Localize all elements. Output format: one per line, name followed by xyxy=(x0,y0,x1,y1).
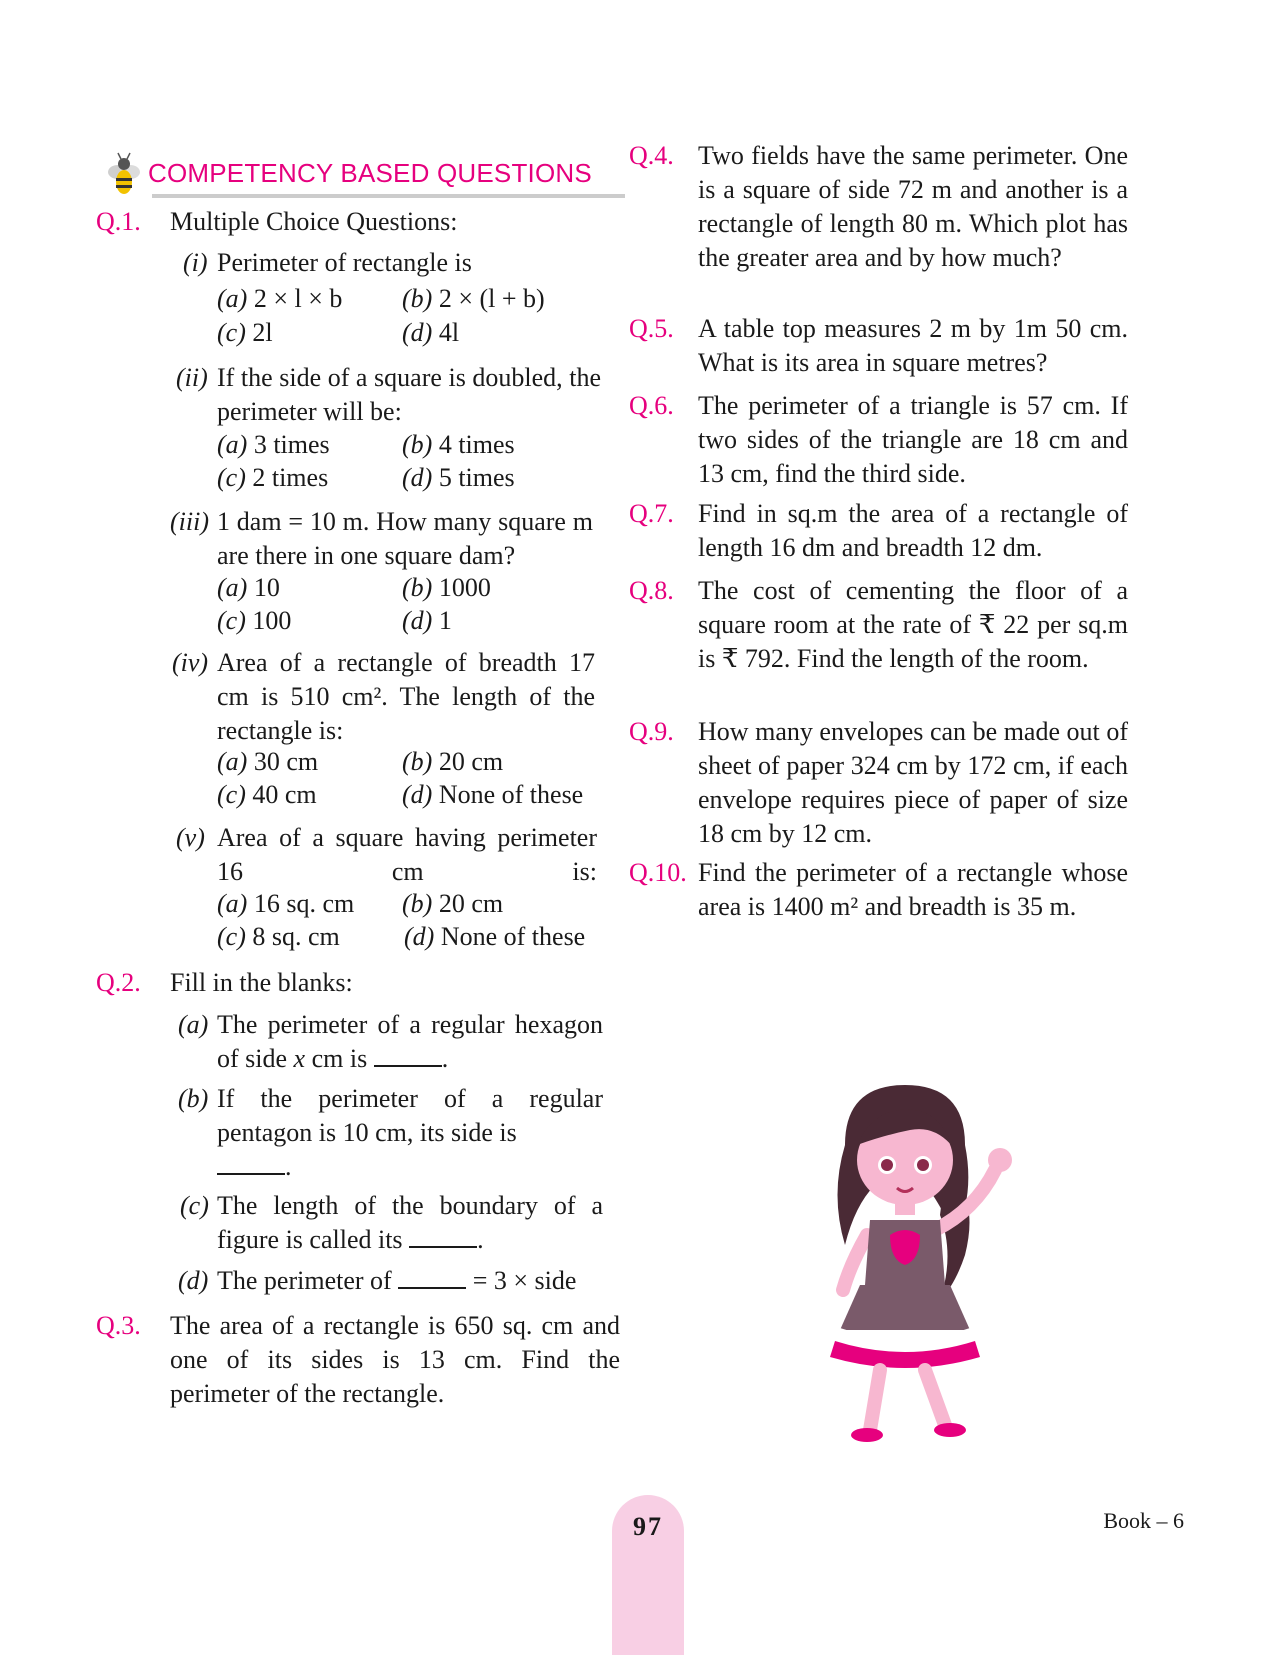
item-label: (b) xyxy=(178,1084,209,1113)
item-roman: (iii) xyxy=(170,507,209,536)
book-label: Book – 6 xyxy=(1103,1508,1184,1533)
question-number: Q.8. xyxy=(629,576,674,605)
question-text: Multiple Choice Questions: xyxy=(170,207,458,236)
item-text: Area of a rectangle of breadth 17 cm is 510 cm². The length of the rectangle is: xyxy=(217,648,595,745)
answer-blank[interactable] xyxy=(409,1224,477,1248)
mcq-item-v xyxy=(176,821,613,891)
mcq-item-ii xyxy=(176,361,613,431)
question-text: The area of a rectangle is 650 sq. cm and one of its sides is 13 cm. Find the perimeter of the rectangle. xyxy=(170,1311,620,1408)
item-roman: (i) xyxy=(183,248,208,277)
question-text: How many envelopes can be made out of sheet of paper 324 cm by 172 cm, if each envelope requires piece of paper of size 18 cm by 12 cm. xyxy=(698,717,1128,848)
option-c[interactable]: (c) 100 xyxy=(217,606,292,635)
item-text: Area of a square having perimeter 16 cm is: xyxy=(217,823,597,886)
option-b[interactable]: (b) 4 times xyxy=(402,430,515,459)
item-label: (a) xyxy=(178,1010,209,1039)
option-a[interactable]: (a) 30 cm xyxy=(217,747,319,776)
option-b[interactable]: (b) 20 cm xyxy=(402,889,504,918)
option-d[interactable]: (d) None of these xyxy=(404,922,586,951)
item-roman: (ii) xyxy=(176,363,208,392)
mcq-item-iv xyxy=(172,646,613,750)
question-number: Q.9. xyxy=(629,717,674,746)
item-text: The length of the boundary of a figure is called its . xyxy=(217,1191,603,1254)
girl-waving-illustration xyxy=(815,1085,1045,1445)
question-number: Q.4. xyxy=(629,141,674,170)
option-b[interactable]: (b) 20 cm xyxy=(402,747,504,776)
fill-blank-a xyxy=(178,1008,613,1078)
fill-blank-c xyxy=(180,1189,613,1259)
option-a[interactable]: (a) 3 times xyxy=(217,430,330,459)
question-number: Q.1. xyxy=(96,207,141,236)
bee-icon xyxy=(100,150,148,198)
option-a[interactable]: (a) 2 × l × b xyxy=(217,284,343,313)
item-text: If the perimeter of a regular pentagon is 10 cm, its side is . xyxy=(217,1084,603,1181)
fill-blank-b xyxy=(178,1082,613,1186)
option-b[interactable]: (b) 2 × (l + b) xyxy=(402,284,545,313)
option-d[interactable]: (d) 5 times xyxy=(402,463,515,492)
item-text: Perimeter of rectangle is xyxy=(217,248,472,277)
section-header xyxy=(100,150,625,200)
option-d[interactable]: (d) 1 xyxy=(402,606,452,635)
mcq-item-iii xyxy=(170,505,613,575)
question-text: Two fields have the same perimeter. One is a square of side 72 m and another is a rectangle of length 80 m. Which plot has the greater area and by how much? xyxy=(698,141,1128,272)
question-number: Q.6. xyxy=(629,391,674,420)
page-number: 97 xyxy=(633,1512,663,1541)
answer-blank[interactable] xyxy=(374,1043,442,1067)
question-text: Find in sq.m the area of a rectangle of length 16 dm and breadth 12 dm. xyxy=(698,499,1128,562)
option-a[interactable]: (a) 16 sq. cm xyxy=(217,889,355,918)
item-roman: (iv) xyxy=(172,648,209,677)
item-text: The perimeter of a regular hexagon of side x cm is . xyxy=(217,1010,603,1073)
item-label: (d) xyxy=(178,1266,209,1295)
question-text: Fill in the blanks: xyxy=(170,968,353,997)
answer-blank[interactable] xyxy=(217,1151,285,1175)
option-c[interactable]: (c) 2 times xyxy=(217,463,329,492)
question-text: A table top measures 2 m by 1m 50 cm. What is its area in square metres? xyxy=(698,314,1128,377)
option-d[interactable]: (d) 4l xyxy=(402,318,460,347)
option-c[interactable]: (c) 2l xyxy=(217,318,273,347)
item-roman: (v) xyxy=(176,823,205,852)
item-text: 1 dam = 10 m. How many square m are there in one square dam? xyxy=(217,507,593,570)
question-text: The cost of cementing the floor of a square room at the rate of ₹ 22 per sq.m is ₹ 792. Find the length of the room. xyxy=(698,576,1128,673)
option-c[interactable]: (c) 40 cm xyxy=(217,780,317,809)
option-a[interactable]: (a) 10 xyxy=(217,573,280,602)
question-number: Q.5. xyxy=(629,314,674,343)
option-b[interactable]: (b) 1000 xyxy=(402,573,491,602)
question-number: Q.2. xyxy=(96,968,141,997)
question-number: Q.7. xyxy=(629,499,674,528)
item-label: (c) xyxy=(180,1191,209,1220)
question-number: Q.10. xyxy=(629,858,687,887)
item-text: If the side of a square is doubled, the perimeter will be: xyxy=(217,363,601,426)
question-text: The perimeter of a triangle is 57 cm. If two sides of the triangle are 18 cm and 13 cm, find the third side. xyxy=(698,391,1128,488)
answer-blank[interactable] xyxy=(398,1265,466,1289)
question-text: Find the perimeter of a rectangle whose area is 1400 m² and breadth is 35 m. xyxy=(698,858,1128,921)
section-title: COMPETENCY BASED QUESTIONS xyxy=(148,158,592,188)
option-c[interactable]: (c) 8 sq. cm xyxy=(217,922,340,951)
option-d[interactable]: (d) None of these xyxy=(402,780,584,809)
section-title-underline xyxy=(152,194,625,198)
question-number: Q.3. xyxy=(96,1311,141,1340)
item-text: The perimeter of = 3 × side xyxy=(217,1266,577,1295)
